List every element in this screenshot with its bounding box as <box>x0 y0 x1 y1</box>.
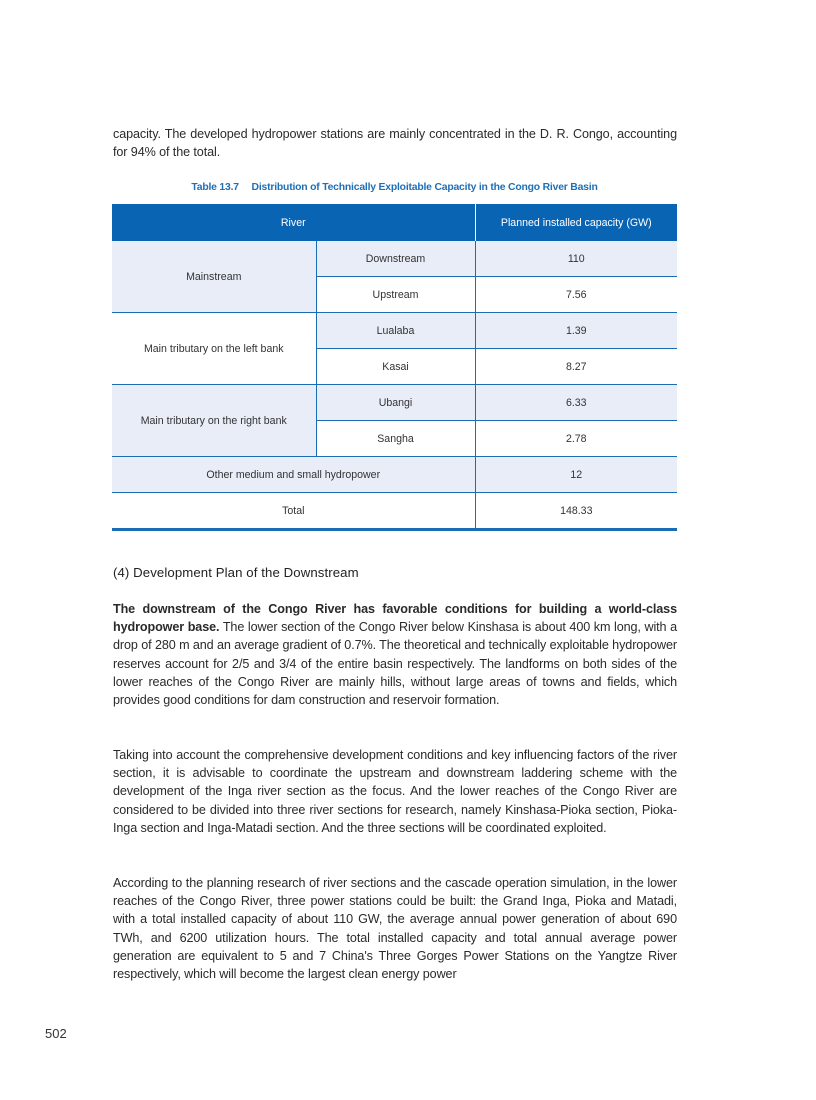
page-number: 502 <box>45 1026 67 1041</box>
group-name: Main tributary on the right bank <box>112 385 316 457</box>
sub-river: Downstream <box>316 241 475 277</box>
capacity-value: 7.56 <box>475 277 677 313</box>
table-title: Distribution of Technically Exploitable Capacity in the Congo River Basin <box>251 182 598 193</box>
body-paragraph: According to the planning research of river sections and the cascade operation simulation, in the lower reaches of the Congo River, three power stations could be built: the Grand Inga, Pioka and Matadi, with a total installed capacity of about 110 GW, the average annual power generation of about 690 TWh, and 6200 utilization hours. The total installed capacity and total annual average power generation are equivalent to 5 and 7 China's Three Gorges Power Stations on the Yangtze River respectively, which will become the largest clean energy power <box>113 876 677 982</box>
table-row <box>112 313 677 349</box>
capacity-value: 2.78 <box>475 421 677 457</box>
other-label: Other medium and small hydropower <box>112 457 475 493</box>
table-caption <box>112 182 677 193</box>
capacity-table <box>112 204 677 531</box>
sub-river: Ubangi <box>316 385 475 421</box>
group-name: Mainstream <box>112 241 316 313</box>
group-name: Main tributary on the left bank <box>112 313 316 385</box>
capacity-value: 6.33 <box>475 385 677 421</box>
body-paragraph <box>113 600 677 709</box>
capacity-value: 1.39 <box>475 313 677 349</box>
table-number: Table 13.7 <box>191 182 239 193</box>
header-river: River <box>112 204 475 241</box>
sub-river: Upstream <box>316 277 475 313</box>
capacity-value: 110 <box>475 241 677 277</box>
table-row-other <box>112 457 677 493</box>
header-capacity: Planned installed capacity (GW) <box>475 204 677 241</box>
section-heading: (4) Development Plan of the Downstream <box>113 565 359 580</box>
table-header-row <box>112 204 677 241</box>
capacity-value: 12 <box>475 457 677 493</box>
sub-river: Lualaba <box>316 313 475 349</box>
table-row <box>112 241 677 277</box>
paragraph-text: The lower section of the Congo River below Kinshasa is about 400 km long, with a drop of 280 m and an average gradient of 0.7%. The theoretical and technically exploitable hydropower reserves account for 2/5 and 3/4 of the entire basin respectively. The landforms on both sides of the lower reaches of the Congo River are mainly hills, without large areas of towns and fields, which provides good conditions for dam construction and reservoir formation. <box>113 620 677 708</box>
table-row <box>112 385 677 421</box>
sub-river: Kasai <box>316 349 475 385</box>
total-label: Total <box>112 493 475 530</box>
intro-paragraph: capacity. The developed hydropower stations are mainly concentrated in the D. R. Congo, accounting for 94% of the total. <box>113 127 677 160</box>
body-paragraph: Taking into account the comprehensive development conditions and key influencing factors of the river section, it is advisable to coordinate the upstream and downstream laddering scheme with the development of the Inga river section as the focus. And the lower reaches of the Congo River are considered to be divided into three river sections for research, namely Kinshasa-Pioka section, Pioka-Inga section and Inga-Matadi section. And the three sections will be coordinated exploited. <box>113 748 677 835</box>
capacity-value: 8.27 <box>475 349 677 385</box>
table-row-total <box>112 493 677 530</box>
total-value: 148.33 <box>475 493 677 530</box>
sub-river: Sangha <box>316 421 475 457</box>
paragraph-lead: The downstream of the Congo River has favorable conditions for building a world-class hydropower base. <box>113 602 677 635</box>
